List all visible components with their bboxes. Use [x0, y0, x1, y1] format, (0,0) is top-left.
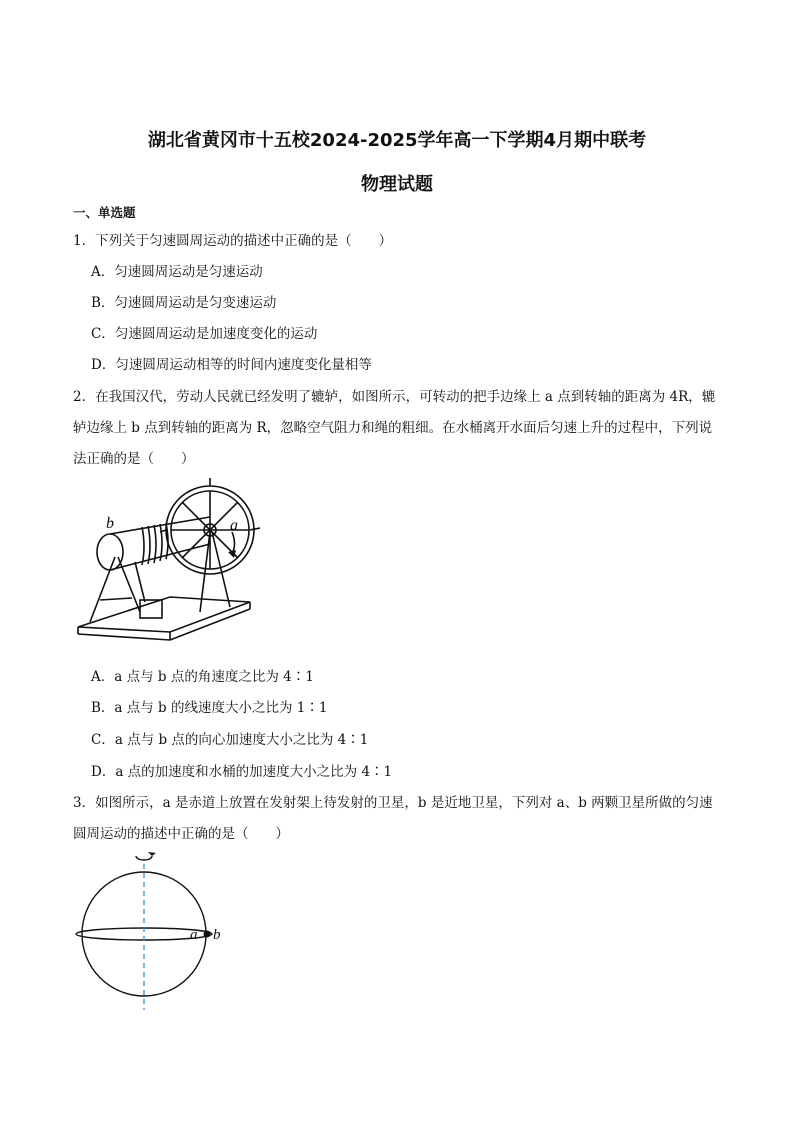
figure-label-b: b	[213, 927, 221, 943]
question-1-stem: 1．下列关于匀速圆周运动的描述中正确的是（ ）	[73, 233, 393, 249]
question-2-option-a: A．a 点与 b 点的角速度之比为 4∶1	[91, 669, 314, 685]
satellite-b-dot	[204, 931, 211, 938]
question-2-stem-line-2: 轳边缘上 b 点到转轴的距离为 R，忽略空气阻力和绳的粗细。在水桶离开水面后匀速上升的过程中，下列说	[73, 420, 713, 436]
question-1-option-a: A．匀速圆周运动是匀速运动	[91, 264, 263, 280]
earth-orbit-figure	[68, 850, 238, 1015]
question-2-stem-line-1: 2．在我国汉代，劳动人民就已经发明了辘轳，如图所示，可转动的把手边缘上 a 点到转轴的距离为 4R，辘	[73, 389, 716, 405]
section-heading: 一、单选题	[73, 205, 136, 220]
page-subtitle: 物理试题	[361, 174, 433, 195]
question-2-stem-line-3: 法正确的是（ ）	[73, 451, 195, 467]
windlass-figure	[70, 472, 260, 642]
question-1-option-d: D．匀速圆周运动相等的时间内速度变化量相等	[91, 357, 372, 373]
figure-label-a: a	[190, 927, 198, 943]
question-2-option-c: C．a 点与 b 点的向心加速度大小之比为 4∶1	[91, 732, 369, 748]
figure-label-b: b	[106, 515, 114, 532]
page-title: 湖北省黄冈市十五校2024-2025学年高一下学期4月期中联考	[147, 130, 647, 151]
question-3-stem-line-1: 3．如图所示，a 是赤道上放置在发射架上待发射的卫星，b 是近地卫星，下列对 a、b 两颗卫星所做的匀速	[73, 795, 713, 811]
question-3-stem-line-2: 圆周运动的描述中正确的是（ ）	[73, 826, 289, 842]
question-2-option-b: B．a 点与 b 的线速度大小之比为 1∶1	[91, 700, 328, 716]
question-2-option-d: D．a 点的加速度和水桶的加速度大小之比为 4∶1	[91, 764, 393, 780]
figure-label-a: a	[230, 517, 238, 534]
question-1-option-c: C．匀速圆周运动是加速度变化的运动	[91, 326, 318, 342]
question-1-option-b: B．匀速圆周运动是匀变速运动	[91, 295, 277, 311]
